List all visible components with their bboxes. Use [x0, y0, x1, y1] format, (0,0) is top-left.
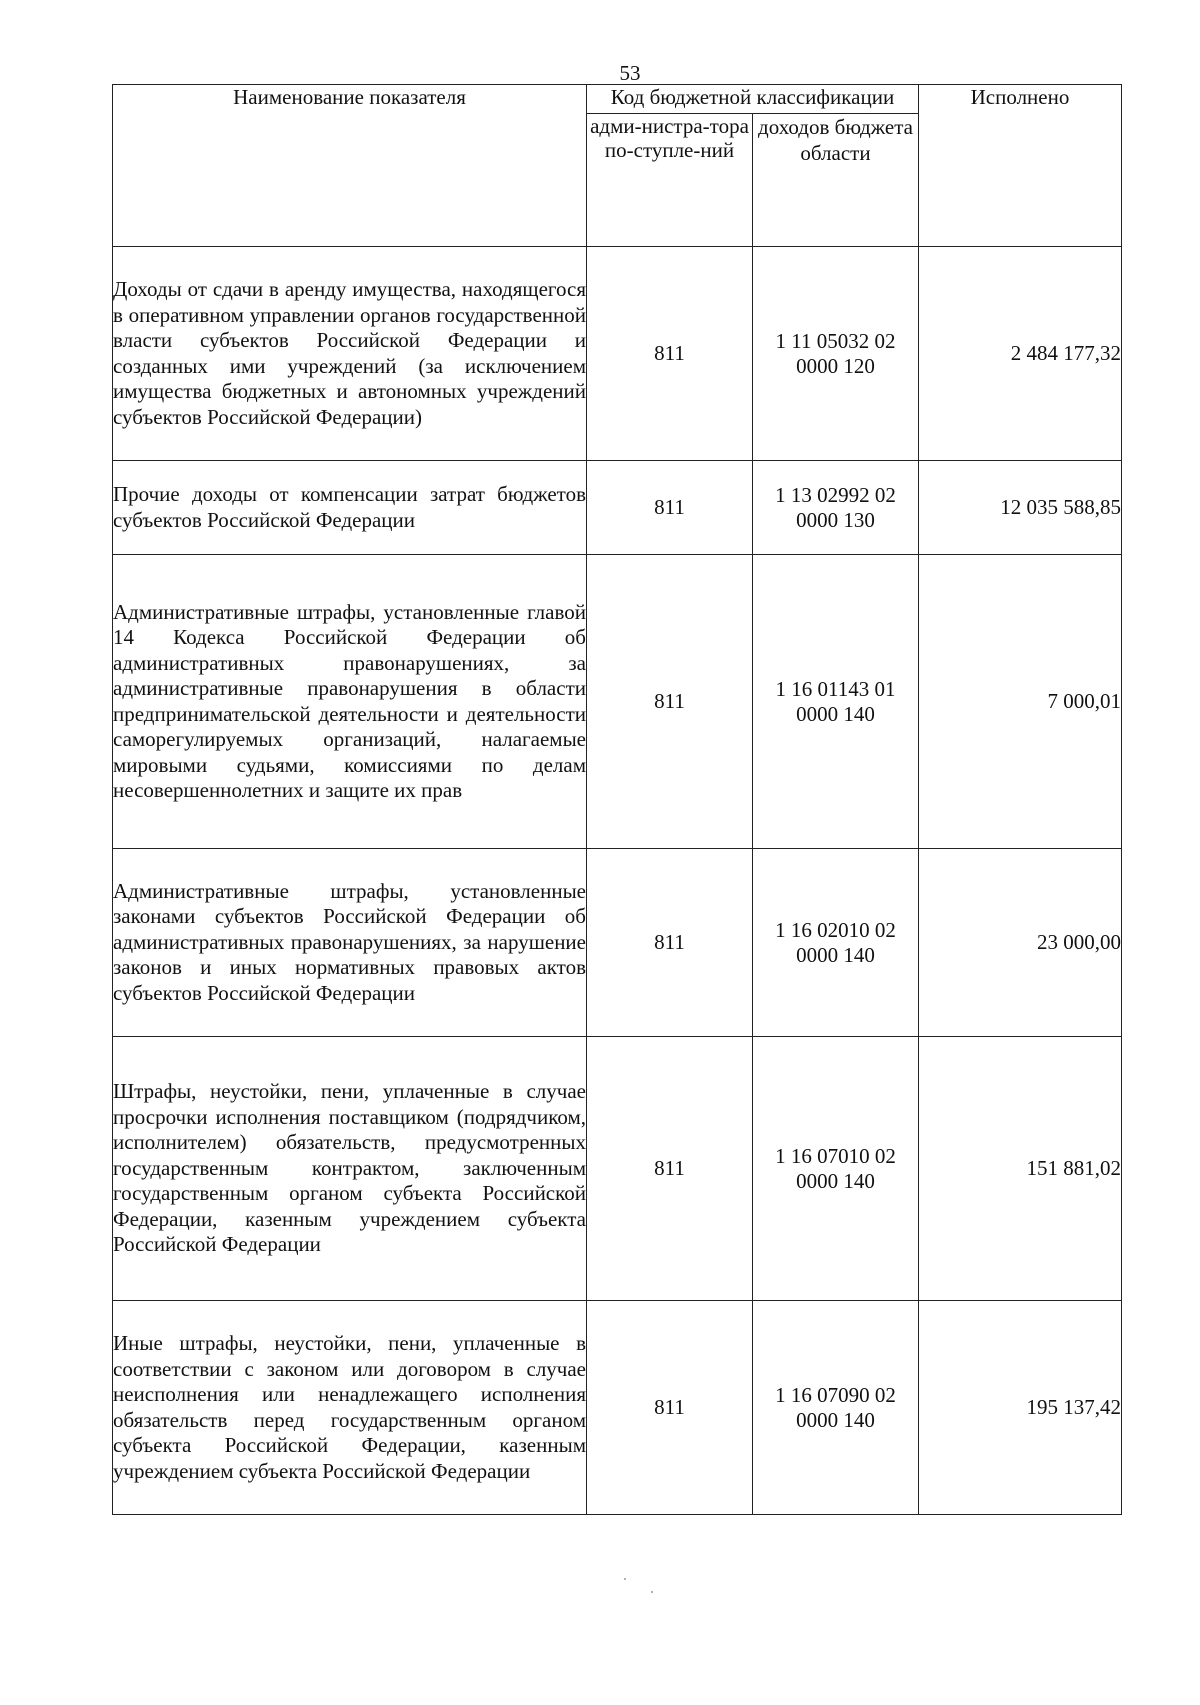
row-executed-amount: 7 000,01 [919, 555, 1122, 849]
row-budget-code: 1 16 01143 01 0000 140 [753, 555, 919, 849]
row-executed-amount: 12 035 588,85 [919, 461, 1122, 555]
budget-income-table [112, 84, 1122, 1515]
header-executed: Исполнено [919, 85, 1122, 247]
header-budget-classification-code: Код бюджетной классификации [587, 85, 919, 114]
header-indicator-name: Наименование показателя [113, 85, 587, 247]
row-indicator-name: Административные штрафы, установленные законами субъектов Российской Федерации об административных правонарушениях, за нарушение законов и иных нормативных правовых актов субъектов Российской Федерации [113, 849, 587, 1037]
scan-speck [651, 1591, 653, 1593]
row-budget-code: 1 16 07090 02 0000 140 [753, 1301, 919, 1515]
row-administrator-code: 811 [587, 247, 753, 461]
row-executed-amount: 23 000,00 [919, 849, 1122, 1037]
row-budget-code: 1 11 05032 02 0000 120 [753, 247, 919, 461]
row-administrator-code: 811 [587, 1301, 753, 1515]
row-administrator-code: 811 [587, 555, 753, 849]
table-row [113, 461, 1122, 555]
row-executed-amount: 2 484 177,32 [919, 247, 1122, 461]
row-budget-code: 1 16 02010 02 0000 140 [753, 849, 919, 1037]
row-indicator-name: Штрафы, неустойки, пени, уплаченные в случае просрочки исполнения поставщиком (подрядчиком, исполнителем) обязательств, предусмотренных государственным контрактом, заключенным государственным органом субъекта Российской Федерации, казенным учреждением субъекта Российской Федерации [113, 1037, 587, 1301]
table-row [113, 849, 1122, 1037]
header-revenue-administrator: адми-нистра-тора по-ступле-ний [587, 114, 753, 247]
row-indicator-name: Административные штрафы, установленные главой 14 Кодекса Российской Федерации об административных правонарушениях, за административные правонарушения в области предпринимательской деятельности и деятельности саморегулируемых организаций, налагаемые мировыми судьями, комиссиями по делам несовершеннолетних и защите их прав [113, 555, 587, 849]
row-executed-amount: 195 137,42 [919, 1301, 1122, 1515]
row-budget-code: 1 13 02992 02 0000 130 [753, 461, 919, 555]
table-row [113, 1301, 1122, 1515]
row-executed-amount: 151 881,02 [919, 1037, 1122, 1301]
table-row [113, 1037, 1122, 1301]
table-row [113, 247, 1122, 461]
header-regional-budget-revenue: доходов бюджета области [753, 114, 919, 247]
row-indicator-name: Доходы от сдачи в аренду имущества, находящегося в оперативном управлении органов государственной власти субъектов Российской Федерации и созданных ими учреждений (за исключением имущества бюджетных и автономных учреждений субъектов Российской Федерации) [113, 247, 587, 461]
row-budget-code: 1 16 07010 02 0000 140 [753, 1037, 919, 1301]
row-administrator-code: 811 [587, 461, 753, 555]
scan-speck [624, 1578, 626, 1580]
table-header-row [113, 85, 1122, 114]
row-administrator-code: 811 [587, 849, 753, 1037]
row-indicator-name: Прочие доходы от компенсации затрат бюджетов субъектов Российской Федерации [113, 461, 587, 555]
row-indicator-name: Иные штрафы, неустойки, пени, уплаченные в соответствии с законом или договором в случае неисполнения или ненадлежащего исполнения обязательств перед государственным органом субъекта Российской Федерации, казенным учреждением субъекта Российской Федерации [113, 1301, 587, 1515]
table-row [113, 555, 1122, 849]
page-number: 53 [619, 61, 641, 85]
row-administrator-code: 811 [587, 1037, 753, 1301]
